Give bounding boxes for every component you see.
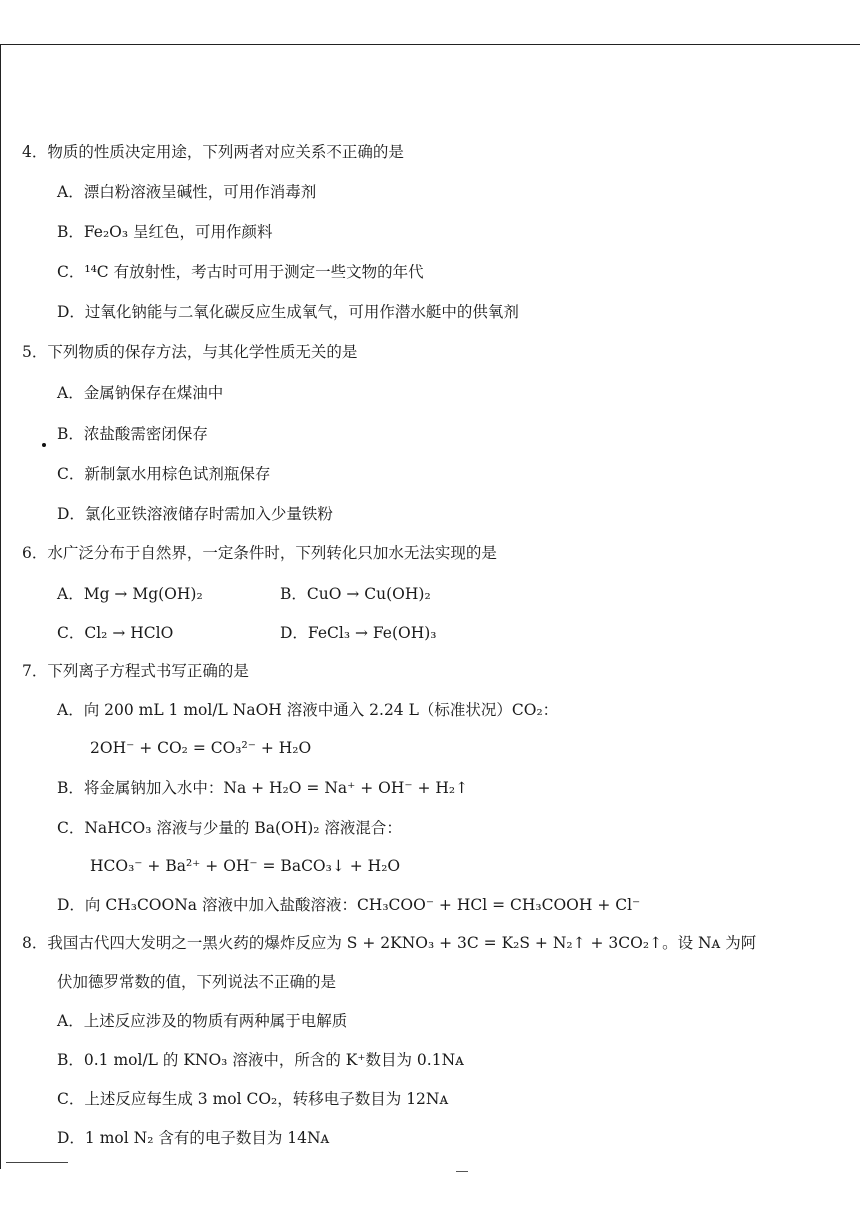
question-7-option-c-equation: HCO₃⁻ + Ba²⁺ + OH⁻ = BaCO₃↓ + H₂O: [90, 857, 401, 875]
question-8-option-b: B．0.1 mol/L 的 KNO₃ 溶液中，所含的 K⁺数目为 0.1Nᴀ: [57, 1051, 464, 1069]
question-8-option-c: C．上述反应每生成 3 mol CO₂，转移电子数目为 12Nᴀ: [57, 1090, 449, 1108]
question-4-option-c: C．¹⁴C 有放射性，考古时可用于测定一些文物的年代: [57, 263, 424, 281]
bottom-rule-mark: [456, 1171, 468, 1172]
page-border-left: [0, 44, 1, 1169]
question-6-option-d: D．FeCl₃ → Fe(OH)₃: [280, 624, 437, 642]
question-7-option-a: A．向 200 mL 1 mol/L NaOH 溶液中通入 2.24 L（标准状况）CO₂：: [57, 701, 559, 719]
question-7-option-d: D．向 CH₃COONa 溶液中加入盐酸溶液：CH₃COO⁻ + HCl = CH₃COOH + Cl⁻: [57, 896, 641, 914]
question-8-option-a: A．上述反应涉及的物质有两种属于电解质: [57, 1012, 348, 1030]
question-6-option-c: C．Cl₂ → HClO: [57, 624, 174, 642]
question-5-stem: 5．下列物质的保存方法，与其化学性质无关的是: [22, 343, 358, 361]
question-4-stem: 4．物质的性质决定用途，下列两者对应关系不正确的是: [22, 143, 404, 161]
question-6-stem: 6．水广泛分布于自然界，一定条件时，下列转化只加水无法实现的是: [22, 544, 497, 562]
question-7-option-c: C．NaHCO₃ 溶液与少量的 Ba(OH)₂ 溶液混合：: [57, 819, 402, 837]
ink-dot: [42, 443, 46, 447]
question-8-stem: 8．我国古代四大发明之一黑火药的爆炸反应为 S + 2KNO₃ + 3C = K₂S + N₂↑ + 3CO₂↑。设 Nᴀ 为阿: [22, 934, 757, 952]
question-7-stem: 7．下列离子方程式书写正确的是: [22, 662, 249, 680]
question-8-stem-continued: 伏加德罗常数的值，下列说法不正确的是: [57, 973, 337, 991]
page-border-top: [0, 44, 860, 45]
question-6-option-b: B．CuO → Cu(OH)₂: [280, 585, 431, 603]
question-7-option-b: B．将金属钠加入水中：Na + H₂O = Na⁺ + OH⁻ + H₂↑: [57, 779, 469, 797]
question-6-option-a: A．Mg → Mg(OH)₂: [57, 585, 203, 603]
question-4-option-b: B．Fe₂O₃ 呈红色，可用作颜料: [57, 223, 273, 241]
question-4-option-a: A．漂白粉溶液呈碱性，可用作消毒剂: [57, 183, 317, 201]
question-5-option-b: B．浓盐酸需密闭保存: [57, 425, 208, 443]
question-4-option-d: D．过氧化钠能与二氧化碳反应生成氧气，可用作潜水艇中的供氧剂: [57, 303, 519, 321]
bottom-rule: [6, 1162, 68, 1163]
question-7-option-a-equation: 2OH⁻ + CO₂ = CO₃²⁻ + H₂O: [90, 739, 312, 757]
question-5-option-c: C．新制氯水用棕色试剂瓶保存: [57, 465, 271, 483]
question-5-option-a: A．金属钠保存在煤油中: [57, 384, 224, 402]
question-5-option-d: D．氯化亚铁溶液储存时需加入少量铁粉: [57, 505, 333, 523]
question-8-option-d: D．1 mol N₂ 含有的电子数目为 14Nᴀ: [57, 1129, 330, 1147]
